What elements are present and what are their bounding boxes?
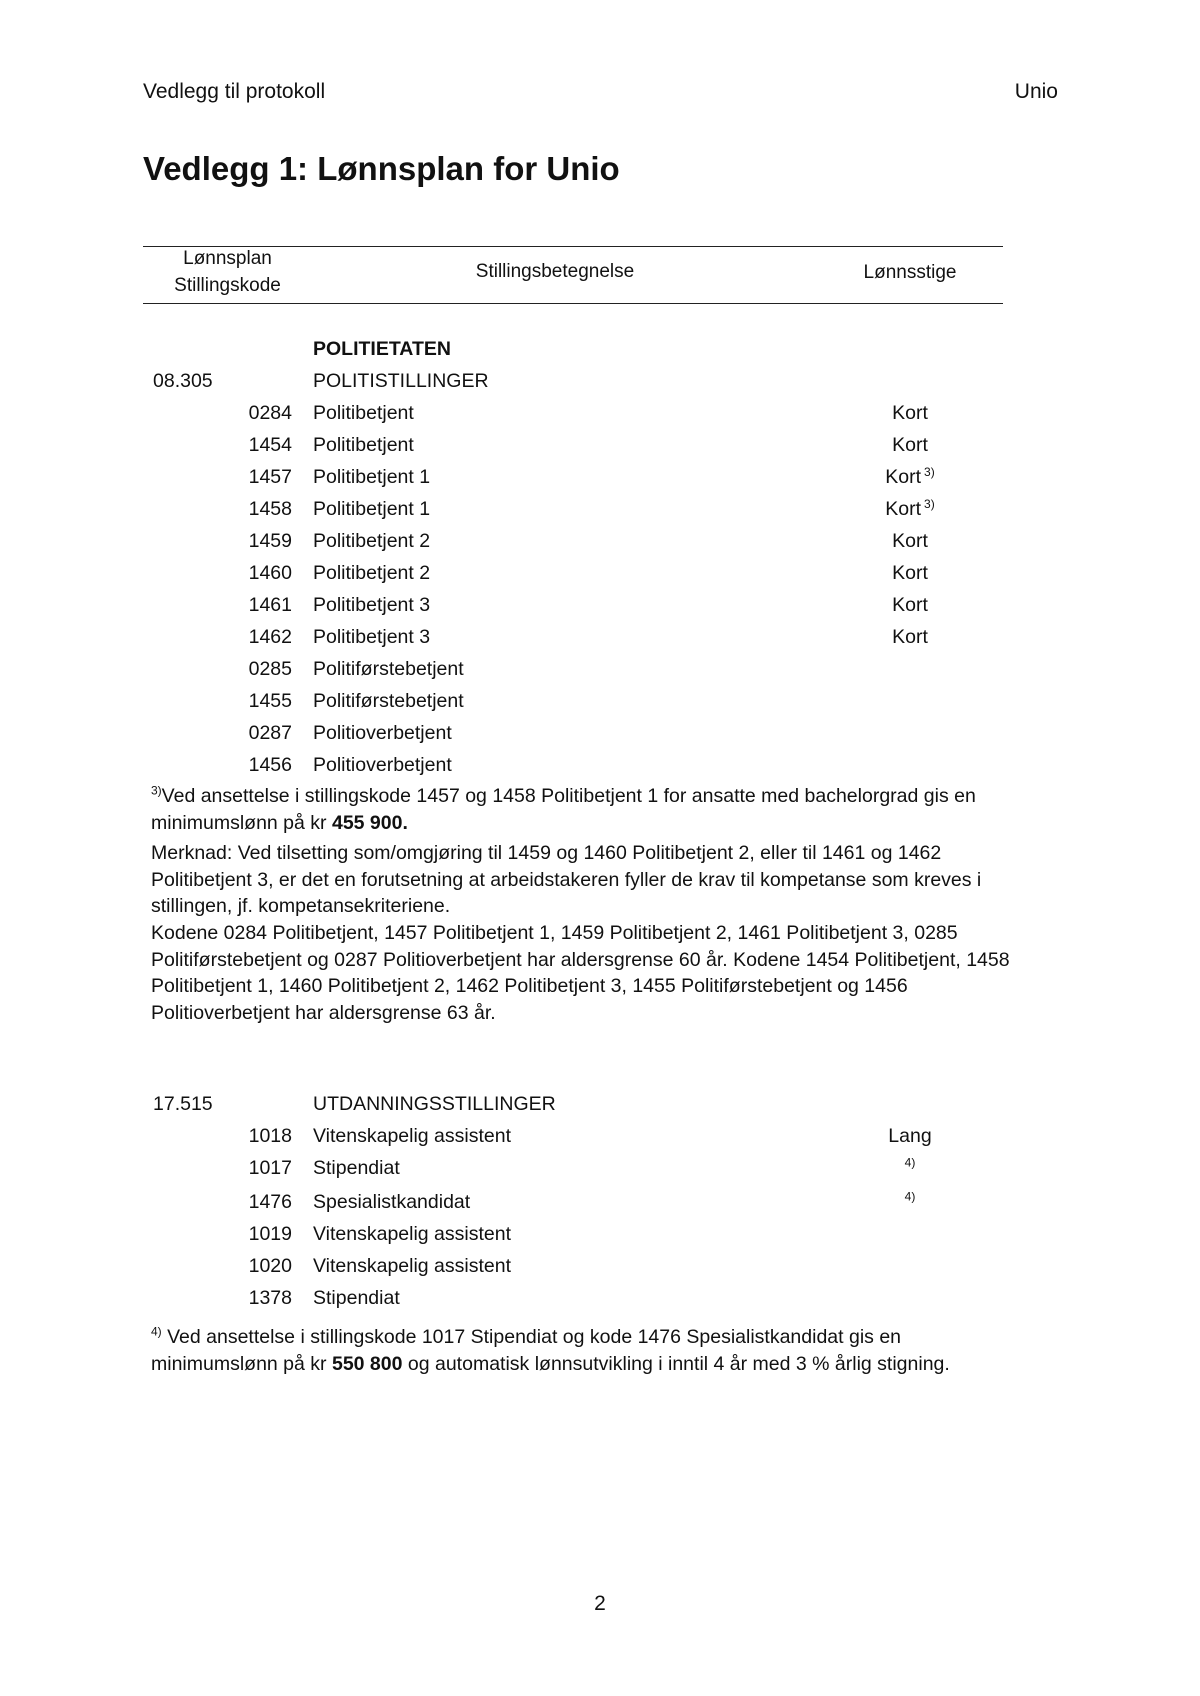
- stillingsbetegnelse: Politibetjent 3: [313, 626, 431, 648]
- lonnsstige-value: Kort: [892, 594, 928, 616]
- lonnsstige: [840, 558, 980, 588]
- table-row: [0, 398, 1200, 428]
- stillingskode: 1454: [248, 434, 292, 456]
- table-row: [0, 1153, 1200, 1183]
- group-name: POLITISTILLINGER: [313, 370, 489, 392]
- running-header-right: Unio: [1014, 80, 1058, 103]
- stillingsbetegnelse: Politibetjent: [313, 402, 414, 424]
- footnote-3-amount: 455 900.: [331, 811, 408, 834]
- stillingsbetegnelse: Politibetjent 2: [313, 530, 431, 552]
- stillingsbetegnelse: Stipendiat: [313, 1287, 400, 1309]
- stillingskode: 0284: [248, 402, 292, 424]
- section2-group-row: [0, 1089, 1200, 1119]
- column-header-lonnsplan-line1: Lønnsplan: [183, 248, 272, 269]
- stillingskode: 1456: [248, 754, 292, 776]
- footnote-4-text-a: Ved ansettelse i stillingskode 1017 Stipendiat og kode 1476 Spesialistkandidat gis en minimumslønn på kr: [151, 1326, 902, 1375]
- lonnsplan-code-2: 17.515: [153, 1093, 213, 1115]
- lonnsstige: [840, 462, 980, 492]
- footnote-4: [151, 1324, 1011, 1377]
- lonnsstige: [840, 398, 980, 428]
- lonnsstige: [840, 590, 980, 620]
- stillingskode: 0287: [248, 722, 292, 744]
- stillingskode: 1017: [248, 1157, 292, 1179]
- stillingsbetegnelse: Politioverbetjent: [313, 722, 452, 744]
- lonnsstige-value: Kort: [885, 466, 922, 488]
- stillingskode: 1020: [248, 1255, 292, 1277]
- table-row: [0, 750, 1200, 780]
- stillingskode: 1378: [248, 1287, 292, 1309]
- table-row: [0, 1219, 1200, 1249]
- footnote-ref: 3): [924, 464, 935, 479]
- lonnsplan-code: 08.305: [153, 370, 213, 392]
- table-row: [0, 1283, 1200, 1313]
- section-heading-row: [0, 334, 1200, 364]
- lonnsstige-value: Kort: [885, 498, 922, 520]
- stillingsbetegnelse: Politibetjent 1: [313, 498, 431, 520]
- stillingsbetegnelse: Vitenskapelig assistent: [313, 1125, 512, 1147]
- lonnsstige: [840, 494, 980, 524]
- footnote-3-text: Ved ansettelse i stillingskode 1457 og 1458 Politibetjent 1 for ansatte med bachelorgrad gis en minimumslønn på kr: [151, 785, 976, 834]
- stillingskode: 1476: [248, 1191, 292, 1213]
- stillingsbetegnelse: Stipendiat: [313, 1157, 400, 1179]
- section-heading: POLITIETATEN: [313, 338, 451, 360]
- stillingsbetegnelse: Politiførstebetjent: [313, 690, 464, 712]
- column-header-lonnsstige: Lønnsstige: [863, 262, 957, 283]
- stillingsbetegnelse: Politibetjent 2: [313, 562, 431, 584]
- stillingskode: 0285: [248, 658, 292, 680]
- aldersgrense-paragraph: Kodene 0284 Politibetjent, 1457 Politibetjent 1, 1459 Politibetjent 2, 1461 Politibetjent 3, 0285 Politiførstebetjent og 0287 Politioverbetjent har aldersgrense 60 år. Kodene 1454 Politibetjent, 1458 Politibetjent 1, 1460 Politibetjent 2, 1462 Politibetjent 3, 1455 Politiførstebetjent og 1456 Politioverbetjent har aldersgrense 63 år.: [151, 922, 1010, 1024]
- table-row: [0, 1121, 1200, 1151]
- footnote-3-marker: 3): [151, 783, 162, 798]
- table-row: [0, 590, 1200, 620]
- stillingskode: 1458: [248, 498, 292, 520]
- lonnsstige-value: Kort: [892, 434, 928, 456]
- table-row: [0, 654, 1200, 684]
- footnote-4-marker: 4): [151, 1324, 162, 1339]
- lonnsstige: [840, 526, 980, 556]
- page-title: Vedlegg 1: Lønnsplan for Unio: [143, 150, 620, 187]
- table-row: [0, 430, 1200, 460]
- lonnsstige-value: Kort: [892, 402, 928, 424]
- lonnsstige: [840, 1121, 980, 1151]
- footnote-ref: 4): [904, 1189, 916, 1204]
- stillingskode: 1455: [248, 690, 292, 712]
- stillingskode: 1018: [248, 1125, 292, 1147]
- lonnsstige: [840, 1153, 980, 1183]
- stillingskode: 1461: [248, 594, 292, 616]
- stillingskode: 1019: [248, 1223, 292, 1245]
- lonnsstige: [840, 430, 980, 460]
- page-number: 2: [594, 1592, 606, 1615]
- merknad-paragraph: Merknad: Ved tilsetting som/omgjøring til 1459 og 1460 Politibetjent 2, eller til 1461 og 1462 Politibetjent 3, er det en forutsetning at arbeidstakeren fyller de krav til kompetanse som kreves i stillingen, jf. kompetansekriteriene.: [151, 842, 982, 917]
- table-row: [0, 686, 1200, 716]
- stillingsbetegnelse: Vitenskapelig assistent: [313, 1255, 512, 1277]
- lonnsstige-value: Lang: [888, 1125, 932, 1147]
- group-name-2: UTDANNINGSSTILLINGER: [313, 1093, 556, 1115]
- stillingsbetegnelse: Vitenskapelig assistent: [313, 1223, 512, 1245]
- footnote-ref: 3): [924, 496, 935, 511]
- table-row: [0, 1251, 1200, 1281]
- stillingskode: 1460: [248, 562, 292, 584]
- stillingsbetegnelse: Politibetjent: [313, 434, 414, 456]
- footnote-4-amount: 550 800: [331, 1352, 403, 1375]
- stillingskode: 1457: [248, 466, 292, 488]
- table-row: [0, 558, 1200, 588]
- table-row: [0, 494, 1200, 524]
- stillingsbetegnelse: Politibetjent 1: [313, 466, 431, 488]
- table-row: [0, 718, 1200, 748]
- lonnsstige-value: Kort: [892, 530, 928, 552]
- lonnsstige-value: Kort: [892, 626, 928, 648]
- lonnsstige: [840, 622, 980, 652]
- table-row: [0, 1187, 1200, 1217]
- stillingsbetegnelse: Politibetjent 3: [313, 594, 431, 616]
- column-header-stillingsbetegnelse: Stillingsbetegnelse: [475, 261, 635, 282]
- footnote-ref: 4): [904, 1155, 916, 1170]
- lonnsstige-value: Kort: [892, 562, 928, 584]
- section-group-row: [0, 366, 1200, 396]
- stillingskode: 1462: [248, 626, 292, 648]
- footnote-3: [151, 783, 1011, 836]
- stillingsbetegnelse: Spesialistkandidat: [313, 1191, 471, 1213]
- lonnsstige: [840, 1187, 980, 1217]
- table-row: [0, 622, 1200, 652]
- running-header-left: Vedlegg til protokoll: [143, 80, 326, 103]
- table-row: [0, 462, 1200, 492]
- stillingskode: 1459: [248, 530, 292, 552]
- stillingsbetegnelse: Politiførstebetjent: [313, 658, 464, 680]
- footnote-4-text-b: og automatisk lønnsutvikling i inntil 4 år med 3 % årlig stigning.: [402, 1352, 950, 1375]
- table-header-bottom-rule: [143, 303, 1003, 304]
- column-header-lonnsplan-line2: Stillingskode: [174, 275, 281, 296]
- table-row: [0, 526, 1200, 556]
- stillingsbetegnelse: Politioverbetjent: [313, 754, 452, 776]
- column-header-lonnsplan: [160, 245, 295, 299]
